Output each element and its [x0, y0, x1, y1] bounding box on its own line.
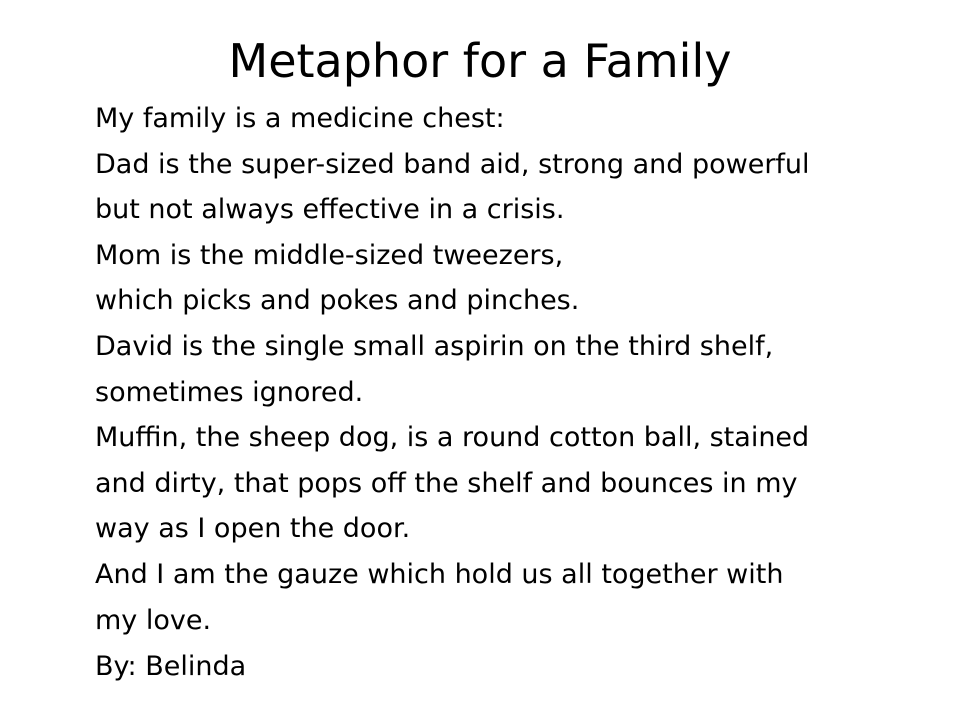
slide-title: Metaphor for a Family [228, 34, 732, 88]
poem-line: Muffin, the sheep dog, is a round cotton ball, stained [95, 422, 810, 454]
poem-line: My family is a medicine chest: [95, 103, 505, 134]
poem-line: Dad is the super-sized band aid, strong and powerful [95, 148, 810, 180]
poem-line: and dirty, that pops off the shelf and bounces in my [95, 467, 798, 499]
poem-line: sometimes ignored. [95, 376, 364, 408]
poem-line: David is the single small aspirin on the third shelf, [95, 330, 774, 362]
poem-line: And I am the gauze which hold us all together with [95, 558, 784, 590]
author-byline: By: Belinda [95, 651, 247, 682]
poem-line: but not always effective in a crisis. [95, 194, 565, 226]
poem-line: way as I open the door. [95, 513, 411, 545]
poem-line: my love. [95, 604, 212, 636]
poem-line: which picks and pokes and pinches. [95, 285, 580, 317]
poem-line: Mom is the middle-sized tweezers, [95, 239, 564, 271]
poem-body [95, 96, 925, 643]
